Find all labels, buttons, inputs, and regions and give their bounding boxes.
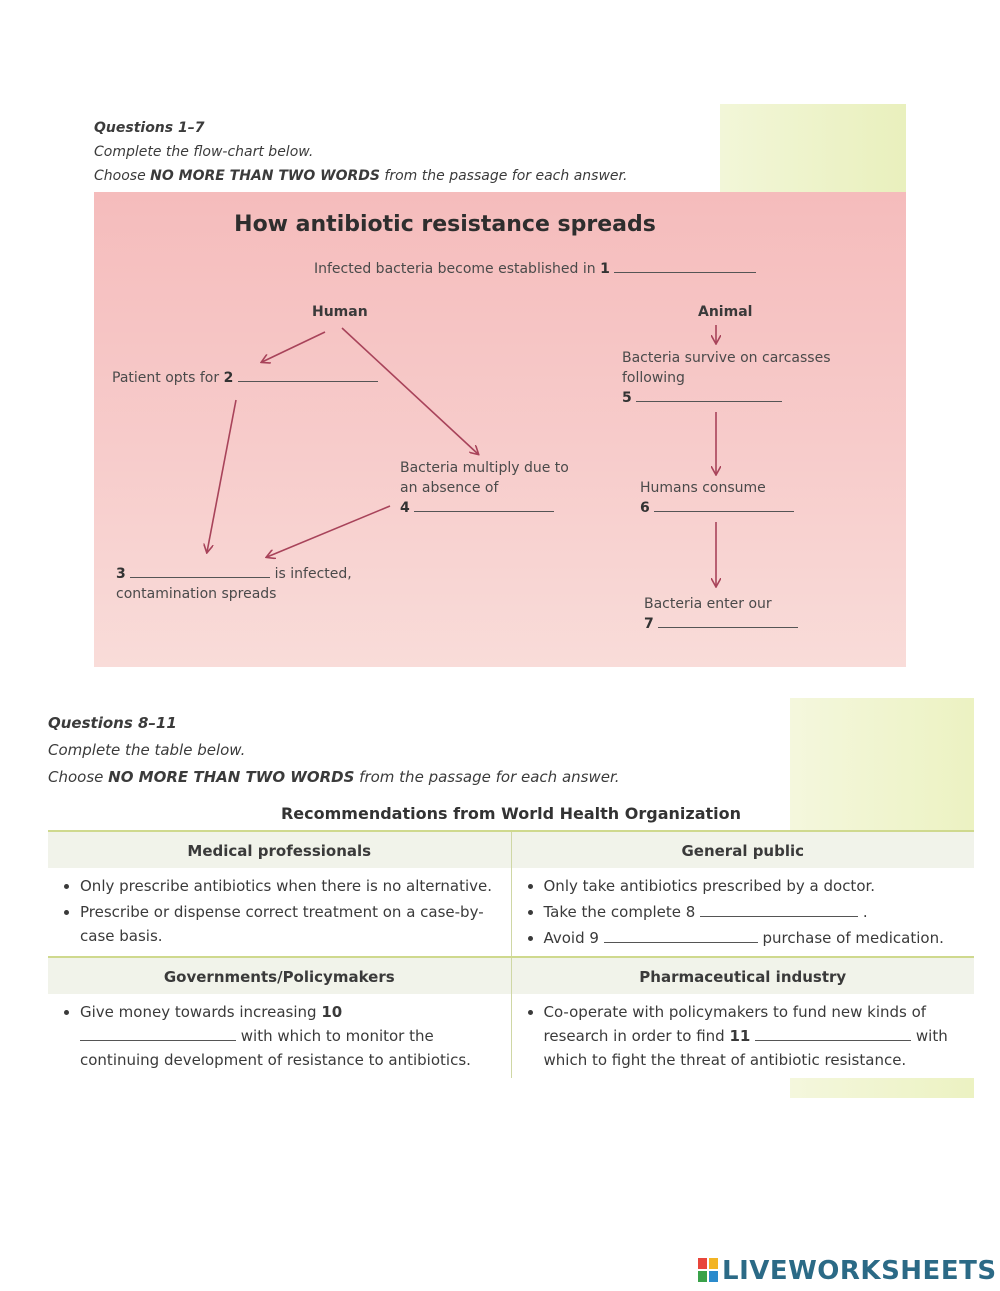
answer-blank-6[interactable]: [654, 499, 794, 512]
column-header-pharma: Pharmaceutical industry: [511, 957, 974, 994]
flow-step-5: Bacteria survive on carcasses following 5: [622, 350, 831, 406]
list-item: • Only take antibiotics prescribed by a doctor.: [544, 874, 959, 898]
arrow-human-to-patient: [262, 332, 325, 362]
flow-step-7: Bacteria enter our 7: [644, 594, 844, 634]
flow-step-3: 3 is infected, contamination spreads: [116, 566, 352, 602]
flow-step-6: Humans consume 6: [640, 478, 840, 518]
answer-blank-3[interactable]: [130, 565, 270, 578]
answer-blank-11[interactable]: [755, 1028, 911, 1041]
flow-human-label: Human: [312, 304, 368, 320]
flow-step-4: Bacteria multiply due to an absence of 4: [400, 460, 569, 516]
answer-blank-7[interactable]: [658, 615, 798, 628]
table-cell-public: [511, 868, 974, 957]
column-header-governments: Governments/Policymakers: [48, 957, 511, 994]
questions-heading: Questions 8–11: [48, 714, 177, 732]
instruction-line: Complete the table below.: [48, 741, 246, 759]
table-row: [48, 868, 974, 957]
instructions-q8-11: [48, 710, 768, 791]
arrow-patient-to-infected: [207, 400, 236, 552]
instruction-line: Choose NO MORE THAN TWO WORDS from the passage for each answer.: [48, 768, 620, 786]
instruction-line: Choose NO MORE THAN TWO WORDS from the passage for each answer.: [94, 168, 628, 184]
recommendations-table: [48, 830, 974, 1078]
arrow-multiply-to-infected: [267, 506, 390, 557]
instruction-line: Complete the flow-chart below.: [94, 144, 314, 160]
arrow-human-to-multiply: [342, 328, 478, 454]
list-item: • Avoid 9 purchase of medication.: [544, 926, 959, 950]
flowchart-title: How antibiotic resistance spreads: [234, 212, 656, 237]
answer-blank-4[interactable]: [414, 499, 554, 512]
column-header-medical: Medical professionals: [48, 831, 511, 868]
list-item: • Co-operate with policymakers to fund new kinds of research in order to find 11 with which to fight the threat of antibiotic resistance.: [544, 1000, 959, 1072]
flow-step-1: Infected bacteria become established in 1: [314, 259, 756, 279]
table-header-row: [48, 831, 974, 868]
list-item: • Only prescribe antibiotics when there is no alternative.: [80, 874, 495, 898]
table-cell-governments: [48, 994, 511, 1078]
list-item: • Prescribe or dispense correct treatment on a case-by-case basis.: [80, 900, 495, 948]
liveworksheets-logo-icon: [698, 1258, 718, 1282]
answer-blank-5[interactable]: [636, 389, 782, 402]
answer-blank-2[interactable]: [238, 369, 378, 382]
table-header-row: [48, 957, 974, 994]
answer-blank-1[interactable]: [614, 260, 756, 273]
questions-heading: Questions 1–7: [94, 120, 205, 136]
liveworksheets-logo: LIVEWORKSHEETS: [698, 1256, 997, 1286]
list-item: • Take the complete 8 .: [544, 900, 959, 924]
table-title: Recommendations from World Health Organization: [280, 804, 742, 823]
answer-blank-8[interactable]: [700, 904, 858, 917]
answer-blank-10[interactable]: [80, 1028, 236, 1041]
table-row: [48, 994, 974, 1078]
flow-animal-label: Animal: [698, 304, 753, 320]
table-cell-pharma: [511, 994, 974, 1078]
column-header-public: General public: [511, 831, 974, 868]
answer-blank-9[interactable]: [604, 930, 758, 943]
flow-step-2: Patient opts for 2: [112, 368, 378, 388]
table-cell-medical: [48, 868, 511, 957]
list-item: • Give money towards increasing 10 with which to monitor the continuing development of resistance to antibiotics.: [80, 1000, 495, 1072]
